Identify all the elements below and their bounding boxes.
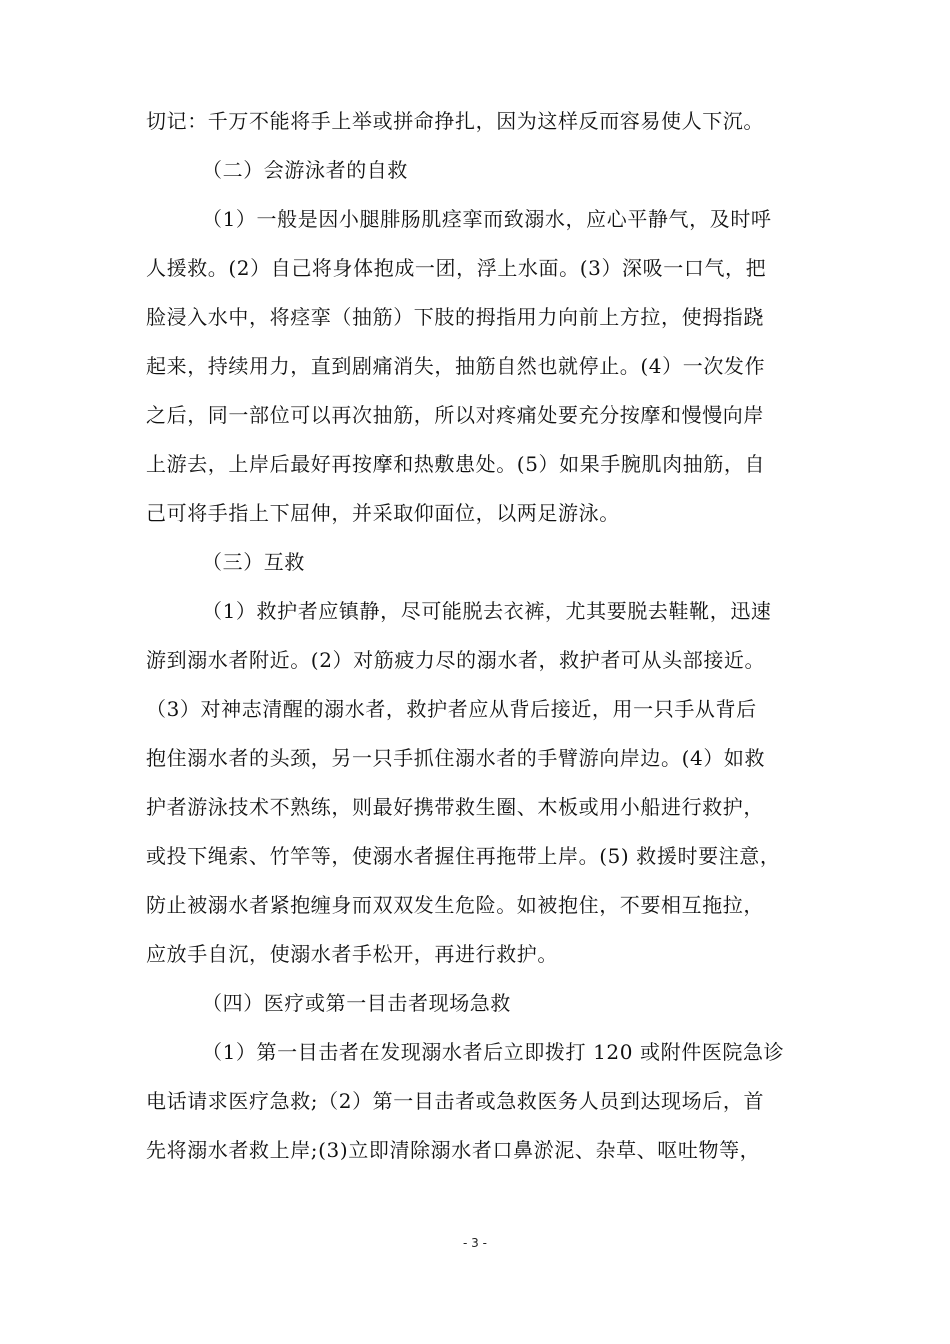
- text-line-16: 或投下绳索、竹竿等，使溺水者握住再拖带上岸。(5) 救援时要注意，: [146, 844, 781, 868]
- section-heading-4: （四）医疗或第一目击者现场急救: [202, 991, 511, 1015]
- text-line-21: 电话请求医疗急救;（2）第一目击者或急救医务人员到达现场后，首: [146, 1089, 765, 1113]
- text-line-22: 先将溺水者救上岸;(3)立即清除溺水者口鼻淤泥、杂草、呕吐物等，: [146, 1138, 761, 1162]
- text-line-14: 抱住溺水者的头颈，另一只手抓住溺水者的手臂游向岸边。(4）如救: [146, 746, 766, 770]
- text-line-20: （1）第一目击者在发现溺水者后立即拨打 120 或附件医院急诊: [202, 1040, 785, 1064]
- text-line-4: 人援救。(2）自己将身体抱成一团，浮上水面。(3）深吸一口气，把: [146, 256, 767, 280]
- section-heading-2: （二）会游泳者的自救: [202, 158, 408, 182]
- text-line-6: 起来，持续用力，直到剧痛消失，抽筋自然也就停止。(4）一次发作: [146, 354, 766, 378]
- text-line-7: 之后，同一部位可以再次抽筋，所以对疼痛处要充分按摩和慢慢向岸: [146, 403, 764, 427]
- text-line-8: 上游去，上岸后最好再按摩和热敷患处。(5）如果手腕肌肉抽筋，自: [146, 452, 766, 476]
- section-heading-3: （三）互救: [202, 550, 305, 574]
- text-line-17: 防止被溺水者紧抱缠身而双双发生危险。如被抱住，不要相互拖拉，: [146, 893, 764, 917]
- text-line-18: 应放手自沉，使溺水者手松开，再进行救护。: [146, 942, 558, 966]
- text-line-3: （1）一般是因小腿腓肠肌痉挛而致溺水，应心平静气，及时呼: [202, 207, 772, 231]
- text-line-9: 己可将手指上下屈伸，并采取仰面位，以两足游泳。: [146, 501, 620, 525]
- text-line-15: 护者游泳技术不熟练，则最好携带救生圈、木板或用小船进行救护，: [146, 795, 764, 819]
- text-line-11: （1）救护者应镇静，尽可能脱去衣裤，尤其要脱去鞋靴，迅速: [202, 599, 772, 623]
- text-line-12: 游到溺水者附近。(2）对筋疲力尽的溺水者，救护者可从头部接近。: [146, 648, 766, 672]
- text-line-1: 切记：千万不能将手上举或拼命挣扎，因为这样反而容易使人下沉。: [146, 109, 764, 133]
- text-line-5: 脸浸入水中，将痉挛（抽筋）下肢的拇指用力向前上方拉，使拇指跷: [146, 305, 764, 329]
- text-line-13: （3）对神志清醒的溺水者，救护者应从背后接近，用一只手从背后: [146, 697, 757, 721]
- page-number: - 3 -: [463, 1236, 487, 1250]
